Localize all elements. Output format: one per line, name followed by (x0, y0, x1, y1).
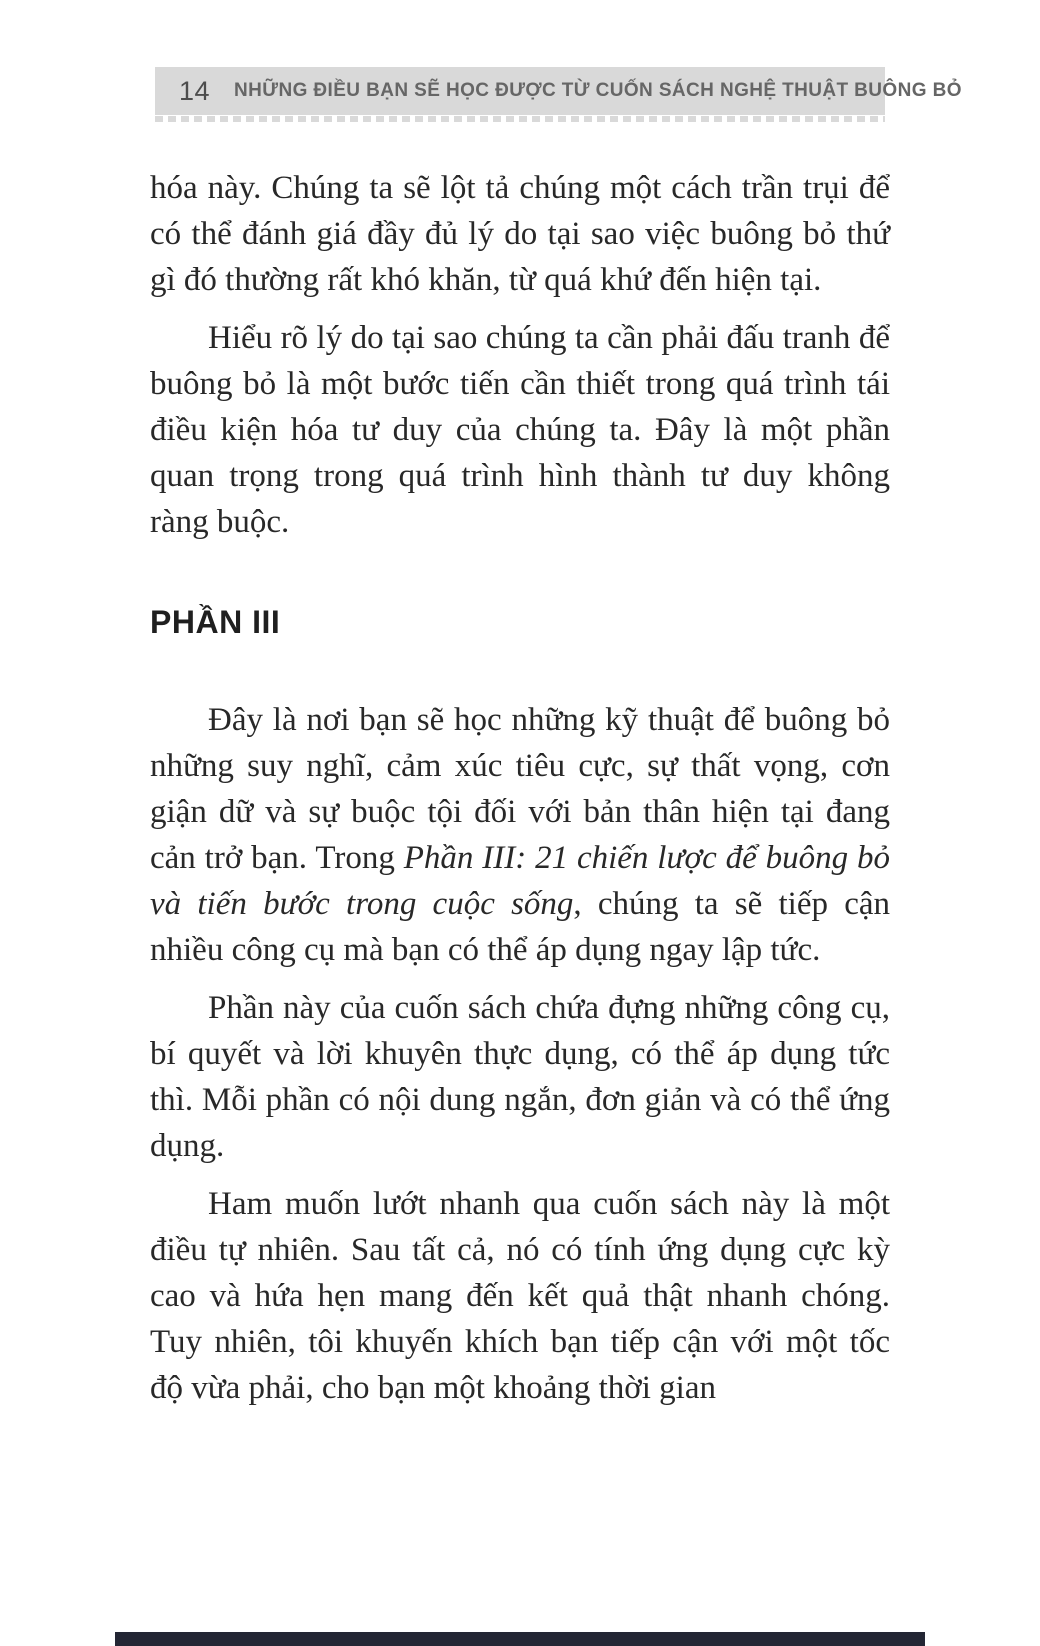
running-header (155, 67, 962, 115)
paragraph-5: Ham muốn lướt nhanh qua cuốn sách này là một điều tự nhiên. Sau tất cả, nó có tính ứng dụng cực kỳ cao và hứa hẹn mang đến kết quả thật nhanh chóng. Tuy nhiên, tôi khuyến khích bạn tiếp cận với một tốc độ vừa phải, cho bạn một khoảng thời gian (150, 1186, 890, 1406)
paragraph-3: Đây là nơi bạn sẽ học những kỹ thuật để buông bỏ những suy nghĩ, cảm xúc tiêu cực, sự thất vọng, cơn giận dữ và sự buộc tội đối với bản thân hiện tại đang cản trở bạn. Trong Phần III: 21 chiến lược để buông bỏ và tiến bước trong cuộc sống, chúng ta sẽ tiếp cận nhiều công cụ mà bạn có thể áp dụng ngay lập tức. (150, 702, 891, 968)
bottom-page-edge-bar (115, 1632, 925, 1646)
paragraph-1: hóa này. Chúng ta sẽ lột tả chúng một cách trần trụi để có thể đánh giá đầy đủ lý do tại sao việc buông bỏ thứ gì đó thường rất khó khăn, từ quá khứ đến hiện tại. (150, 170, 890, 298)
paragraph-4: Phần này của cuốn sách chứa đựng những công cụ, bí quyết và lời khuyên thực dụng, có thể áp dụng tức thì. Mỗi phần có nội dung ngắn, đơn giản và có thể ứng dụng. (150, 990, 890, 1164)
page-number: 14 (179, 75, 211, 106)
section-heading: PHẦN III (150, 604, 281, 640)
heading-spacer (150, 641, 890, 697)
running-header-title: NHỮNG ĐIỀU BẠN SẼ HỌC ĐƯỢC TỪ CUỐN SÁCH NGHỆ THUẬT BUÔNG BỎ (234, 80, 962, 101)
paragraph-2: Hiểu rõ lý do tại sao chúng ta cần phải đấu tranh để buông bỏ là một bước tiến cần thiết trong quá trình tái điều kiện hóa tư duy của chúng ta. Đây là một phần quan trọng trong quá trình hình thành tư duy không ràng buộc. (150, 320, 890, 540)
page-body (150, 121, 890, 1423)
